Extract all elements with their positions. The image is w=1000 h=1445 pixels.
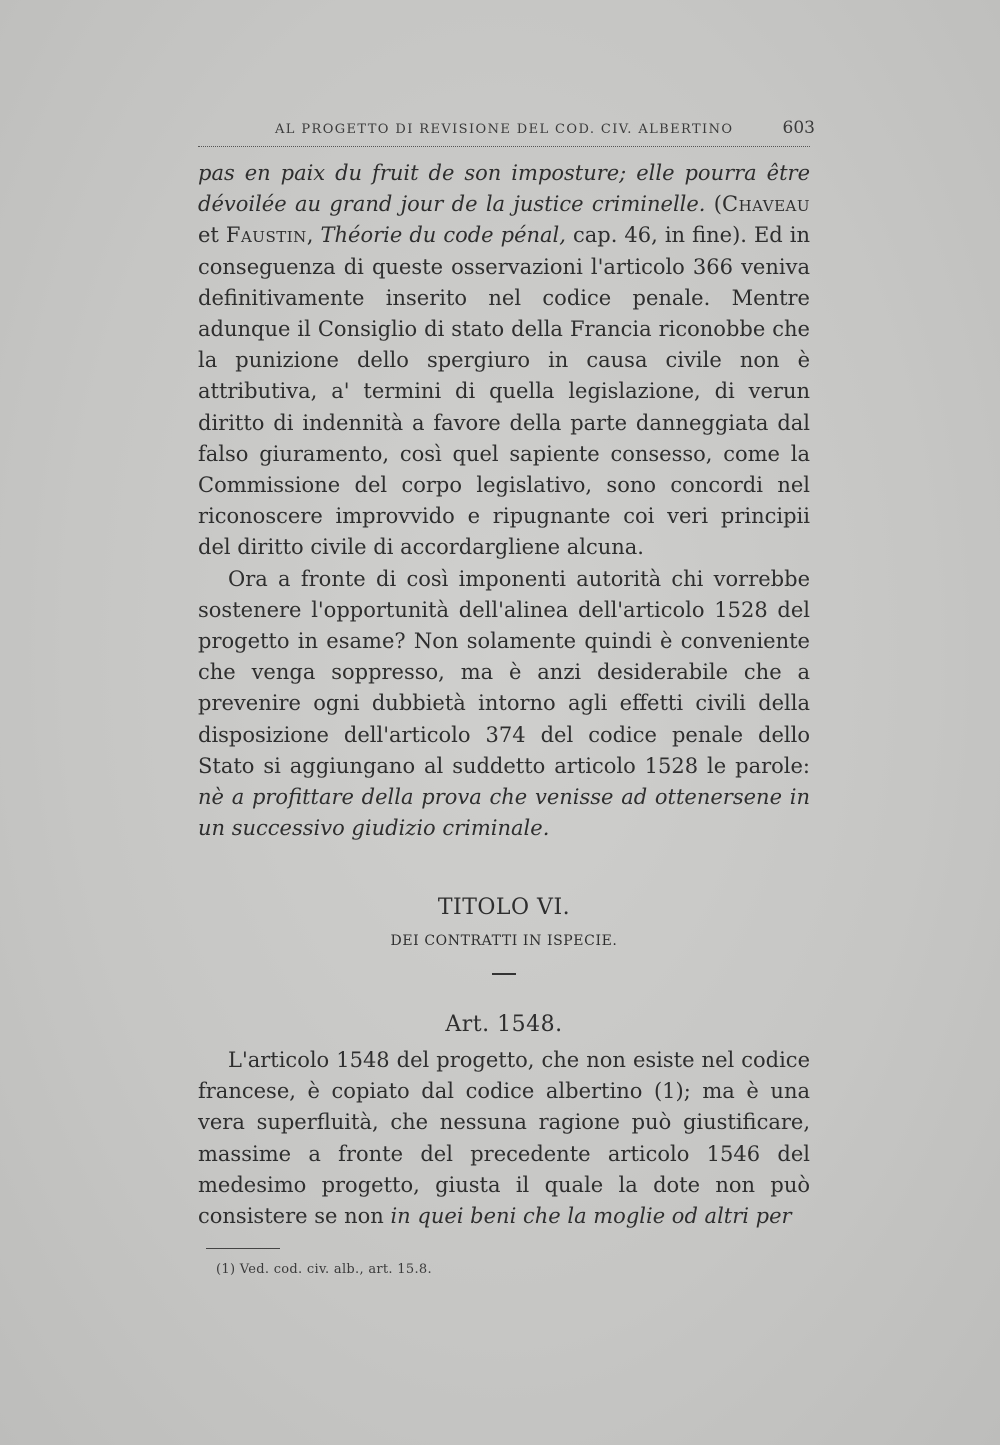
french-quote: pas en paix du fruit de son imposture; elle pourra être dévoilée au grand jour de la justice criminelle. xyxy=(198,161,810,217)
header-rule xyxy=(198,146,810,147)
title-dash xyxy=(492,973,516,975)
paragraph-continuation xyxy=(198,158,810,564)
main-text xyxy=(198,158,810,844)
proposed-words: nè a profittare della prova che venisse ad ottenersene in un successivo giudizio criminale. xyxy=(198,785,810,841)
text-span: ( xyxy=(705,192,722,217)
footnote: (1) Ved. cod. civ. alb., art. 15.8. xyxy=(216,1262,432,1277)
article-text xyxy=(198,1045,810,1232)
quoted-phrase: in quei beni che la moglie od altri per xyxy=(390,1204,792,1229)
section-subtitle: DEI CONTRATTI IN ISPECIE. xyxy=(390,933,618,949)
author-name: Chaveau xyxy=(722,192,810,217)
text-span: , xyxy=(306,223,321,248)
running-head xyxy=(275,118,815,138)
running-head-title: AL PROGETTO DI REVISIONE DEL COD. CIV. ALBERTINO xyxy=(275,122,734,137)
article-heading: Art. 1548. xyxy=(445,1012,563,1037)
work-title: Théorie du code pénal, xyxy=(320,223,566,248)
text-span: L'articolo 1548 del progetto, che non esiste nel codice francese, è copiato dal codice albertino (1); ma è una vera superfluità, che nessuna ragione può giustificare, massime a fronte del precedente articolo 1546 del medesimo progetto, giusta il quale la dote non può consistere se non xyxy=(198,1048,810,1229)
paragraph xyxy=(198,564,810,845)
author-name: Faustin xyxy=(225,223,307,248)
text-span: et xyxy=(198,223,226,248)
section-title: TITOLO VI. xyxy=(437,895,571,920)
footnote-rule xyxy=(206,1248,280,1249)
text-span: cap. 46, in fine). Ed in conseguenza di queste osservazioni l'articolo 366 veniva definitivamente inserito nel codice penale. Mentre adunque il Consiglio di stato della Francia riconobbe che la punizione dello spergiuro in causa civile non è attributiva, a' termini di quella legislazione, di verun diritto di indennità a favore della parte danneggiata dal falso giuramento, così quel sapiente consesso, come la Commissione del corpo legislativo, sono concordi nel riconoscere improvvido e ripugnante coi veri principii del diritto civile di accordargliene alcuna. xyxy=(198,223,811,560)
text-span: Ora a fronte di così imponenti autorità chi vorrebbe sostenere l'opportunità dell'alinea dell'articolo 1528 del progetto in esame? Non solamente quindi è conveniente che venga soppresso, ma è anzi desiderabile che a prevenire ogni dubbietà intorno agli effetti civili della disposizione dell'articolo 374 del codice penale dello Stato si aggiungano al suddetto articolo 1528 le parole: xyxy=(198,566,810,778)
page-number: 603 xyxy=(782,118,815,138)
paragraph xyxy=(198,1045,810,1232)
